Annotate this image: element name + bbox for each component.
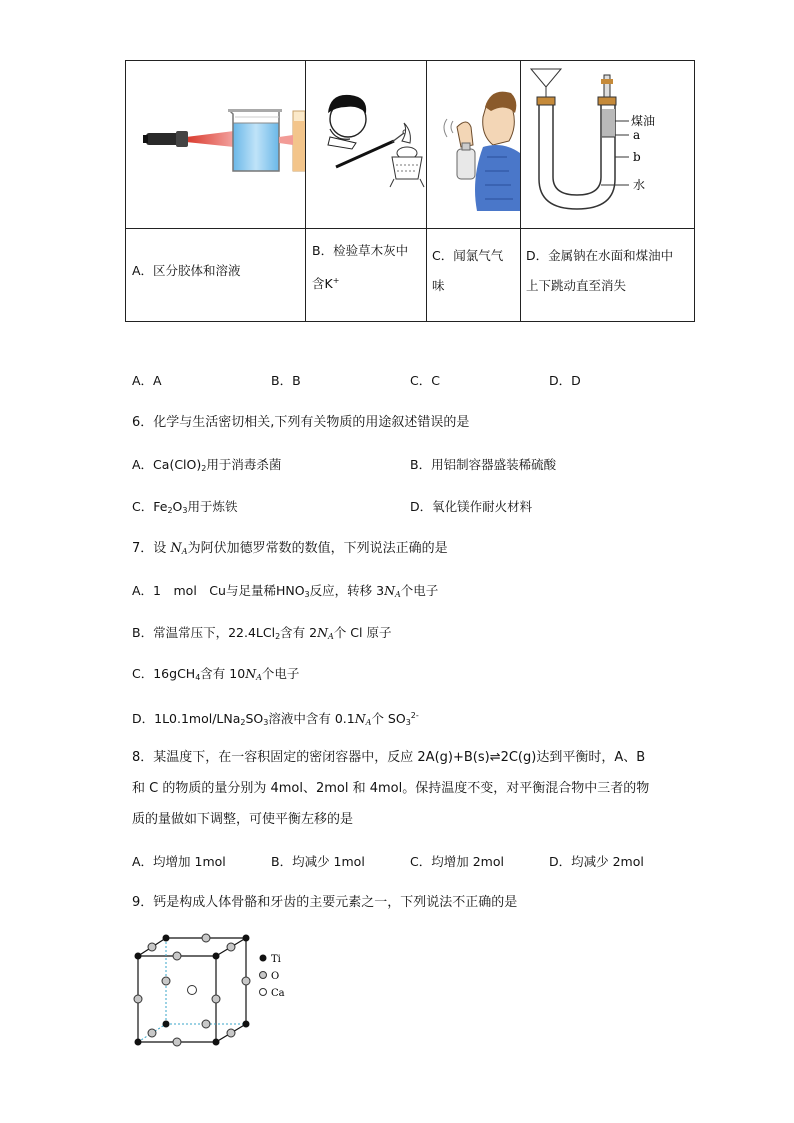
- q6-option-b: B．用铝制容器盛装稀硫酸: [410, 457, 557, 472]
- q5-option-b: B．B: [271, 373, 301, 388]
- ca-atom: [188, 986, 197, 995]
- legend-o: O: [271, 971, 280, 982]
- q8-stem-line1: 8．某温度下，在一容积固定的密闭容器中，反应 2A(g)+B(s)⇌2C(g)达到平衡时，A、B: [132, 750, 646, 765]
- legend-ca-marker: [260, 989, 267, 996]
- cell-c-text: C．闻氯气气 味: [432, 248, 504, 293]
- legend-ti-marker: [260, 955, 267, 962]
- legend-ti: Ti: [271, 954, 281, 965]
- q7-stem: 7．设 $N_A$为阿伏加德罗常数的数值，下列说法正确的是: [132, 541, 448, 556]
- experiment-table: [125, 60, 695, 322]
- q6-stem: 6．化学与生活密切相关,下列有关物质的用途叙述错误的是: [132, 415, 470, 430]
- q8-stem-line3: 质的量做如下调整，可使平衡左移的是: [132, 812, 354, 827]
- cell-d-text: D．金属钠在水面和煤油中 上下跳动直至消失: [526, 248, 674, 293]
- flame-test-icon: [306, 61, 426, 228]
- q8-option-a: A．均增加 1mol: [132, 854, 226, 869]
- legend-ca: Ca: [271, 988, 285, 999]
- legend-o-marker: [260, 972, 267, 979]
- q7-option-b: B．常温常压下，22.4LCl$_2$含有 $2N_A$个 Cl 原子: [132, 625, 392, 641]
- q7-option-a: A．1 mol Cu与足量稀$HNO_3$反应，转移 $3N_A$个电子: [132, 583, 439, 599]
- q5-option-d: D．D: [549, 373, 581, 388]
- q8-stem-line2: 和 C 的物质的量分别为 4mol、2mol 和 4mol。保持温度不变，对平衡混合物中三者的物: [132, 781, 650, 796]
- q9-stem: 9．钙是构成人体骨骼和牙齿的主要元素之一，下列说法不正确的是: [132, 895, 518, 910]
- label-water: 水: [633, 178, 646, 192]
- crystal-lattice-figure: [128, 930, 298, 1055]
- u-tube-icon: [521, 61, 696, 228]
- q7-option-d: D．$1L0.1mol/LNa_2SO_3$溶液中含有 $0.1N_A$个 $SO_3^{2-}$: [132, 711, 419, 727]
- q8-option-d: D．均减少 2mol: [549, 854, 644, 869]
- label-a: a: [633, 128, 641, 142]
- cell-b-text: B．检验草木灰中 含K+: [312, 243, 409, 291]
- q6-option-a: A．$Ca(ClO)_2$用于消毒杀菌: [132, 457, 282, 473]
- q5-option-a: A．A: [132, 373, 162, 388]
- cell-a-text: A．区分胶体和溶液: [132, 263, 241, 278]
- q6-option-c: C．$Fe_2O_3$用于炼铁: [132, 499, 238, 515]
- flashlight-beaker-icon: [126, 61, 305, 228]
- q7-option-c: C．16gCH$_4$含有 $10N_A$个电子: [132, 666, 300, 682]
- q8-option-c: C．均增加 2mol: [410, 854, 504, 869]
- q6-option-d: D．氧化镁作耐火材料: [410, 499, 533, 514]
- q8-option-b: B．均减少 1mol: [271, 854, 365, 869]
- table-divider: [126, 228, 694, 229]
- label-kerosene: 煤油: [631, 114, 656, 128]
- smell-gas-icon: [427, 61, 520, 228]
- label-b: b: [633, 150, 641, 164]
- q5-option-c: C．C: [410, 373, 440, 388]
